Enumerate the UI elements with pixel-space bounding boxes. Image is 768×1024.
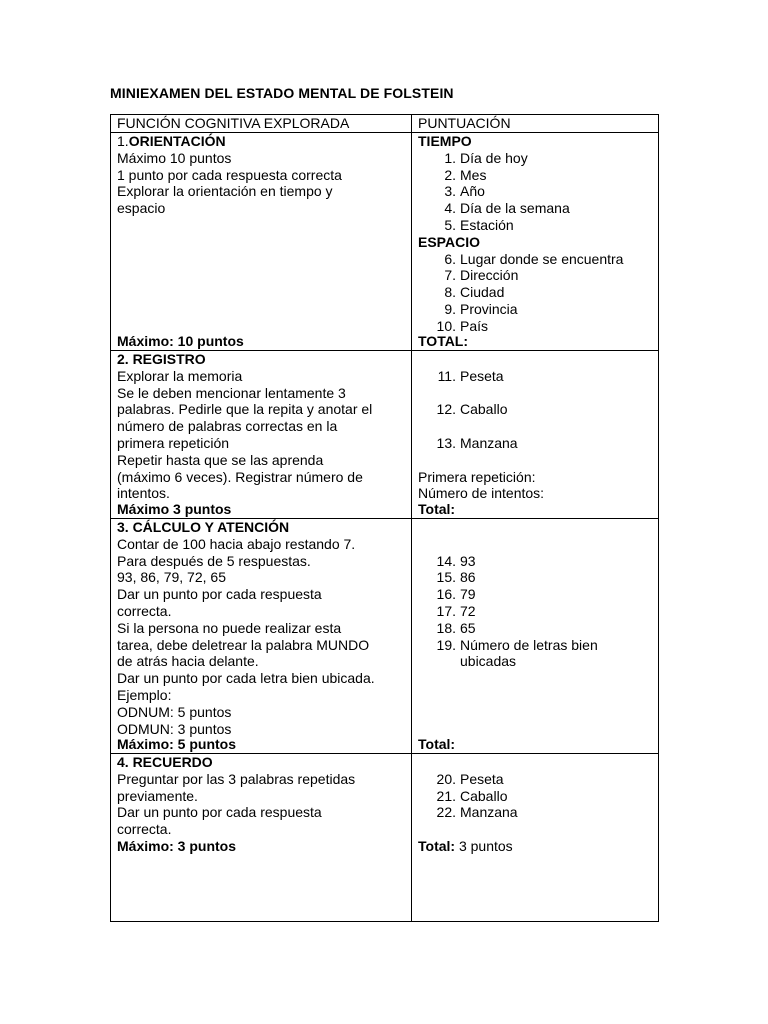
table-row-recall (111, 754, 659, 922)
mmse-table (110, 114, 659, 922)
total-label: TOTAL: (418, 333, 469, 350)
text-line: tarea, debe deletrear la palabra MUNDO (117, 636, 370, 653)
list-item: 9. Provincia (444, 300, 518, 317)
words-list (418, 368, 652, 452)
list-item: 11. Peseta (437, 367, 504, 384)
text-line: Contar de 100 hacia abajo restando 7. (117, 535, 356, 552)
list-item: 16. 79 (436, 586, 476, 603)
text-line: Explorar la memoria (117, 367, 243, 384)
total-value: 3 puntos (455, 837, 513, 854)
list-item: 2. Mes (444, 166, 487, 183)
text-line: Dar un punto por cada respuesta (117, 586, 322, 603)
attempts-label: Número de intentos: (418, 485, 545, 502)
recall-description (111, 754, 412, 922)
text-line: previamente. (117, 787, 198, 804)
max-score: Máximo: 5 puntos (117, 736, 237, 753)
text-line: Se le deben mencionar lentamente 3 (117, 384, 346, 401)
list-item: 7. Dirección (444, 267, 519, 284)
recall-scoring (412, 754, 659, 922)
section-number: 1. (117, 133, 129, 149)
orientation-description (111, 133, 412, 351)
registration-description (111, 351, 412, 519)
header-score: PUNTUACIÓN (412, 115, 659, 133)
list-item: 5. Estación (444, 216, 514, 233)
section-heading: ORIENTACIÓN (128, 133, 226, 149)
section-heading: 4. RECUERDO (117, 754, 213, 770)
list-item: 22. Manzana (436, 804, 518, 821)
max-score: Máximo: 3 puntos (117, 837, 237, 854)
list-item: 21. Caballo (436, 787, 508, 804)
text-line: número de palabras correctas en la (117, 418, 338, 435)
list-item: 15. 86 (436, 569, 476, 586)
list-item: 4. Día de la semana (444, 200, 570, 217)
text-line: ODNUM: 5 puntos (117, 703, 232, 720)
text-line: Explorar la orientación en tiempo y (117, 183, 333, 200)
table-row-registration (111, 351, 659, 519)
list-item: 20. Peseta (436, 770, 504, 787)
text-line: ODMUN: 3 puntos (117, 720, 232, 737)
calculation-items-list (418, 553, 652, 671)
text-line: correcta. (117, 821, 172, 838)
list-item-continuation: ubicadas (460, 653, 517, 670)
list-item: 12. Caballo (436, 401, 508, 418)
calculation-description (111, 519, 412, 754)
time-items-list (418, 150, 652, 234)
list-item: 19. Número de letras bien (436, 636, 598, 653)
table-row-orientation (111, 133, 659, 351)
text-line: Dar un punto por cada letra bien ubicada. (117, 670, 375, 687)
text-line: Repetir hasta que se las aprenda (117, 451, 324, 468)
text-line: Para después de 5 respuestas. (117, 552, 311, 569)
list-item: 14. 93 (436, 552, 476, 569)
max-score: Máximo: 10 puntos (117, 333, 244, 350)
section-heading: 2. REGISTRO (117, 351, 206, 367)
header-cognitive-function: FUNCIÓN COGNITIVA EXPLORADA (111, 115, 412, 133)
list-item: 3. Año (444, 183, 485, 200)
text-line: (máximo 6 veces). Registrar número de (117, 468, 363, 485)
list-item: 1. Día de hoy (444, 149, 528, 166)
table-row-calculation (111, 519, 659, 754)
subheading-time: TIEMPO (418, 133, 472, 149)
subheading-space: ESPACIO (418, 233, 480, 250)
text-line: Dar un punto por cada respuesta (117, 804, 322, 821)
text-line: intentos. (117, 485, 170, 502)
space-items-list (418, 251, 652, 335)
table-header-row (111, 115, 659, 133)
text-line: 1 punto por cada respuesta correcta (117, 166, 342, 183)
list-item: 8. Ciudad (444, 284, 505, 301)
calculation-scoring (412, 519, 659, 754)
first-repetition-label: Primera repetición: (418, 468, 536, 485)
text-line: palabras. Pedirle que la repita y anotar el (117, 401, 373, 418)
text-line: Preguntar por las 3 palabras repetidas (117, 770, 356, 787)
document-title: MINIEXAMEN DEL ESTADO MENTAL DE FOLSTEIN (110, 85, 454, 101)
max-score: Máximo 3 puntos (117, 501, 232, 518)
text-line: de atrás hacia delante. (117, 653, 259, 670)
list-item: 18. 65 (436, 619, 476, 636)
text-line: Máximo 10 puntos (117, 149, 232, 166)
orientation-scoring (412, 133, 659, 351)
total-label: Total: (418, 736, 456, 753)
text-line: 93, 86, 79, 72, 65 (117, 569, 226, 586)
recall-items-list (418, 771, 652, 821)
text-line: correcta. (117, 602, 172, 619)
list-item: 10. País (436, 317, 489, 334)
text-line: Ejemplo: (117, 686, 172, 703)
section-heading: 3. CÁLCULO Y ATENCIÓN (117, 519, 290, 535)
total-label: Total: (418, 837, 456, 854)
text-line: primera repetición (117, 434, 230, 451)
list-item: 6. Lugar donde se encuentra (444, 250, 624, 267)
text-line: Si la persona no puede realizar esta (117, 619, 342, 636)
registration-scoring (412, 351, 659, 519)
total-line (418, 838, 652, 855)
total-label: Total: (418, 501, 456, 518)
list-item: 17. 72 (436, 602, 476, 619)
list-item: 13. Manzana (436, 434, 518, 451)
text-line: espacio (117, 200, 166, 217)
